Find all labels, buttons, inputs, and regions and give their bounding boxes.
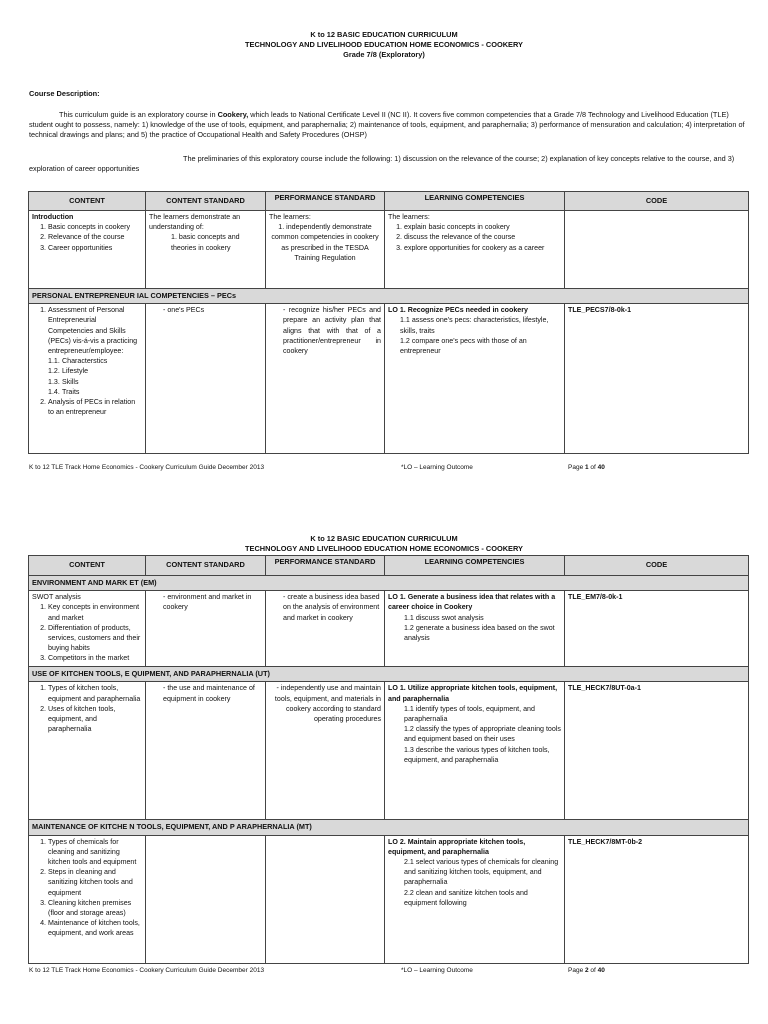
list-item: 1.2 generate a business idea based on the swot analysis xyxy=(404,623,555,643)
page-total: 40 xyxy=(597,967,605,974)
sub-number: 1.2. xyxy=(48,367,60,376)
mt-content xyxy=(29,835,146,963)
sub-number: 1.1. xyxy=(48,357,60,366)
page-word: Page xyxy=(568,967,585,974)
mt-comp-title: LO 2. Maintain appropriate kitchen tools, equipment, and paraphernalia xyxy=(388,837,526,856)
list-item: 2.1 select various types of chemicals for cleaning and sanitizing kitchen tools, equipment, and paraphernalia xyxy=(404,858,559,887)
header-line-2: TECHNOLOGY AND LIVELIHOOD EDUCATION HOME ECONOMICS - COOKERY xyxy=(245,544,523,553)
mt-content-standard xyxy=(146,835,266,963)
footer-left: K to 12 TLE Track Home Economics - Cookery Curriculum Guide December 2013 xyxy=(29,464,265,471)
ut-std: - the use and maintenance of equipment in cookery xyxy=(163,684,255,703)
list-item: 2. Analysis of PECs in relation to an entrepreneur xyxy=(48,397,142,417)
section-row-em xyxy=(29,576,749,591)
sub-label: Skills xyxy=(62,377,79,386)
em-performance-standard xyxy=(266,591,385,667)
em-content-standard xyxy=(146,591,266,667)
pecs-comp-title: LO 1. Recognize PECs needed in cookery xyxy=(388,306,528,315)
col-header-learning-competencies: LEARNING COMPETENCIES xyxy=(385,556,565,576)
footer-page-number xyxy=(568,967,605,974)
page-num: 2 xyxy=(585,967,589,974)
page-total: 40 xyxy=(597,464,605,471)
pecs-std: - one's PECs xyxy=(163,306,205,315)
page-2 xyxy=(0,500,768,1024)
pecs-content-standard xyxy=(146,304,266,454)
page-1 xyxy=(0,0,768,500)
section-title-ut: USE OF KITCHEN TOOLS, E QUIPMENT, AND PARAPHERNALIA (UT) xyxy=(29,667,749,682)
page-footer xyxy=(29,464,749,471)
col-header-learning-competencies: LEARNING COMPETENCIES xyxy=(385,192,565,211)
pecs-content-item-1: Assessment of Personal Entrepreneurial Competencies and Skills (PECs) vis-á-vis a practicing entrepreneur/employee: xyxy=(48,306,138,356)
ut-perf: - independently use and maintain tools, equipment, and materials in cookery according to standard operating procedures xyxy=(274,684,381,724)
pecs-sub-list xyxy=(48,356,142,397)
em-content xyxy=(29,591,146,667)
header-line-1: K to 12 BASIC EDUCATION CURRICULUM xyxy=(310,30,458,39)
em-learning-competencies xyxy=(385,591,565,667)
section-row-ut xyxy=(29,667,749,682)
header-line-2: TECHNOLOGY AND LIVELIHOOD EDUCATION HOME ECONOMICS - COOKERY xyxy=(245,40,523,49)
list-item: 2.2 clean and sanitize kitchen tools and equipment following xyxy=(404,888,528,907)
table-header-row xyxy=(29,556,749,576)
mt-learning-competencies xyxy=(385,835,565,963)
intro-perf-item: 1. independently demonstrate common competencies in cookery as prescribed in the TESDA Training Regulation xyxy=(271,223,379,262)
ut-learning-competencies xyxy=(385,682,565,820)
list-item: 1.2 compare one's pecs with those of an entrepreneur xyxy=(400,336,527,356)
col-header-performance-standard: PERFORMANCE STANDARD xyxy=(266,556,385,576)
list-item: 1.2 classify the types of appropriate cleaning tools and equipment based on their uses xyxy=(404,725,561,744)
intro-content-standard xyxy=(146,211,266,289)
list-item: 1.1 discuss swot analysis xyxy=(404,613,484,622)
pecs-performance-standard xyxy=(266,304,385,454)
sub-label: Characterstics xyxy=(62,357,108,366)
pecs-learning-competencies xyxy=(385,304,565,454)
page-header xyxy=(0,0,768,60)
intro-content xyxy=(29,211,146,289)
list-item: 1.3 describe the various types of kitchen tools, equipment, and paraphernalia xyxy=(404,745,550,764)
intro-perf-lead: The learners: xyxy=(269,213,311,221)
cd-p1-end: which leads to National Certificate Level II (NC II). It covers five common competencies that a Grade 7/8 Technology and Livelihood Education (TLE) student ought to possess, namely: 1) knowledge of the use of tools, equipment, and paraphernalia; 2) maintenance of tools, equipment, and paraphernalia; 3) performance of mensuration and calculation; 4) interpretation of technical drawings and plans; and 5) the practice of Occupational Health and Safety Procedures (OHSP) xyxy=(29,110,745,139)
list-item: 3. explore opportunities for cookery as a career xyxy=(404,243,561,253)
list-item xyxy=(48,356,142,366)
mt-performance-standard xyxy=(266,835,385,963)
em-std: - environment and market in cookery xyxy=(163,593,252,612)
footer-left: K to 12 TLE Track Home Economics - Cookery Curriculum Guide December 2013 xyxy=(29,967,265,974)
of-word: of xyxy=(588,464,598,471)
col-header-content-standard: CONTENT STANDARD xyxy=(146,192,266,211)
course-description-paragraph-2: The preliminaries of this exploratory course include the following: 1) discussion on the relevance of the course; 2) explanation of key concepts relative to the course, and 3) exploration of career opportunities xyxy=(29,154,735,173)
section-row-mt xyxy=(29,820,749,835)
em-comp-title: LO 1. Generate a business idea that relates with a career choice in Cookery xyxy=(388,593,556,612)
table-row-ut xyxy=(29,682,749,820)
list-item: 1. Types of chemicals for cleaning and sanitizing kitchen tools and equipment xyxy=(48,837,142,868)
list-item: 3. Cleaning kitchen premises (floor and storage areas) xyxy=(48,898,142,918)
ut-code: TLE_HECK7/8UT-0a-1 xyxy=(565,682,749,820)
sub-label: Lifestyle xyxy=(62,367,89,376)
page-word: Page xyxy=(568,464,585,471)
section-title-em: ENVIRONMENT AND MARK ET (EM) xyxy=(29,576,749,591)
curriculum-table-1 xyxy=(28,191,749,454)
list-item: 3. Competitors in the market xyxy=(48,653,142,663)
curriculum-table-2 xyxy=(28,555,749,964)
pecs-perf: - recognize his/her PECs and prepare an activity plan that aligns that with that of a practitioner/entrepreneur in cookery xyxy=(283,306,381,356)
section-row-pecs xyxy=(29,289,749,304)
intro-performance-standard xyxy=(266,211,385,289)
list-item xyxy=(48,387,142,397)
table-row-mt xyxy=(29,835,749,963)
list-item xyxy=(48,377,142,387)
col-header-content: CONTENT xyxy=(29,556,146,576)
intro-std-item: 1. basic concepts and theories in cookery xyxy=(171,233,240,252)
col-header-performance-standard: PERFORMANCE STANDARD xyxy=(266,192,385,211)
table-header-row xyxy=(29,192,749,211)
mt-code: TLE_HECK7/8MT-0b-2 xyxy=(565,835,749,963)
table-row-pecs xyxy=(29,304,749,454)
list-item: 2. Steps in cleaning and sanitizing kitchen tools and equipment xyxy=(48,867,142,898)
list-item: 2. Uses of kitchen tools, equipment, and paraphernalia xyxy=(48,704,142,735)
course-description-title: Course Description: xyxy=(29,89,100,98)
col-header-content-standard: CONTENT STANDARD xyxy=(146,556,266,576)
intro-learning-competencies xyxy=(385,211,565,289)
footer-lo-note: *LO – Learning Outcome xyxy=(401,464,473,471)
sub-number: 1.3. xyxy=(48,377,60,386)
list-item: 2. Differentiation of products, services, customers and their buying habits xyxy=(48,623,142,654)
em-perf: - create a business idea based on the analysis of environment and market in cookery xyxy=(283,593,380,622)
list-item: 1. explain basic concepts in cookery xyxy=(404,222,561,232)
footer-lo-note: *LO – Learning Outcome xyxy=(401,967,473,974)
pecs-code: TLE_PECS7/8-0k-1 xyxy=(565,304,749,454)
sub-label: Traits xyxy=(62,387,80,396)
section-title-pecs: PERSONAL ENTREPRENEUR IAL COMPETENCIES – PECs xyxy=(29,289,749,304)
cd-p1-start: This curriculum guide is an exploratory course in xyxy=(59,110,218,119)
list-item: 1. Types of kitchen tools, equipment and paraphernalia xyxy=(48,683,142,703)
cd-p1-bold: Cookery, xyxy=(217,110,249,119)
page-footer xyxy=(29,967,749,974)
list-item xyxy=(48,366,142,376)
em-content-title: SWOT analysis xyxy=(32,593,81,602)
col-header-content: CONTENT xyxy=(29,192,146,211)
table-row-introduction xyxy=(29,211,749,289)
table-row-em xyxy=(29,591,749,667)
list-item: 2. discuss the relevance of the course xyxy=(404,232,561,242)
sub-number: 1.4. xyxy=(48,387,60,396)
footer-page-number xyxy=(568,464,605,471)
header-line-1: K to 12 BASIC EDUCATION CURRICULUM xyxy=(310,534,458,543)
ut-content-standard xyxy=(146,682,266,820)
list-item xyxy=(48,305,142,397)
intro-comp-lead: The learners: xyxy=(388,213,430,221)
intro-code xyxy=(565,211,749,289)
list-item: 2. Relevance of the course xyxy=(48,232,142,242)
of-word: of xyxy=(588,967,598,974)
list-item: 1.1 assess one's pecs: characteristics, lifestyle, skills, traits xyxy=(400,316,549,335)
list-item: 4. Maintenance of kitchen tools, equipment, and work areas xyxy=(48,918,142,938)
header-line-3: Grade 7/8 (Exploratory) xyxy=(343,50,425,59)
col-header-code: CODE xyxy=(565,192,749,211)
col-header-code: CODE xyxy=(565,556,749,576)
intro-std-lead: The learners demonstrate an understanding of: xyxy=(149,213,241,232)
section-title-mt: MAINTENANCE OF KITCHE N TOOLS, EQUIPMENT, AND P ARAPHERNALIA (MT) xyxy=(29,820,749,835)
list-item: 1.1 identify types of tools, equipment, and paraphernalia xyxy=(404,704,535,724)
list-item: 1. Basic concepts in cookery xyxy=(48,222,142,232)
course-description-paragraph-1 xyxy=(29,110,747,140)
page-num: 1 xyxy=(585,464,589,471)
pecs-content xyxy=(29,304,146,454)
intro-content-title: Introduction xyxy=(32,213,74,221)
page-header xyxy=(0,500,768,554)
list-item: 3. Career opportunities xyxy=(48,243,142,253)
list-item: 1. Key concepts in environment and market xyxy=(48,602,142,622)
ut-performance-standard xyxy=(266,682,385,820)
ut-comp-title: LO 1. Utilize appropriate kitchen tools, equipment, and paraphernalia xyxy=(388,684,558,703)
em-code: TLE_EM7/8-0k-1 xyxy=(565,591,749,667)
ut-content xyxy=(29,682,146,820)
